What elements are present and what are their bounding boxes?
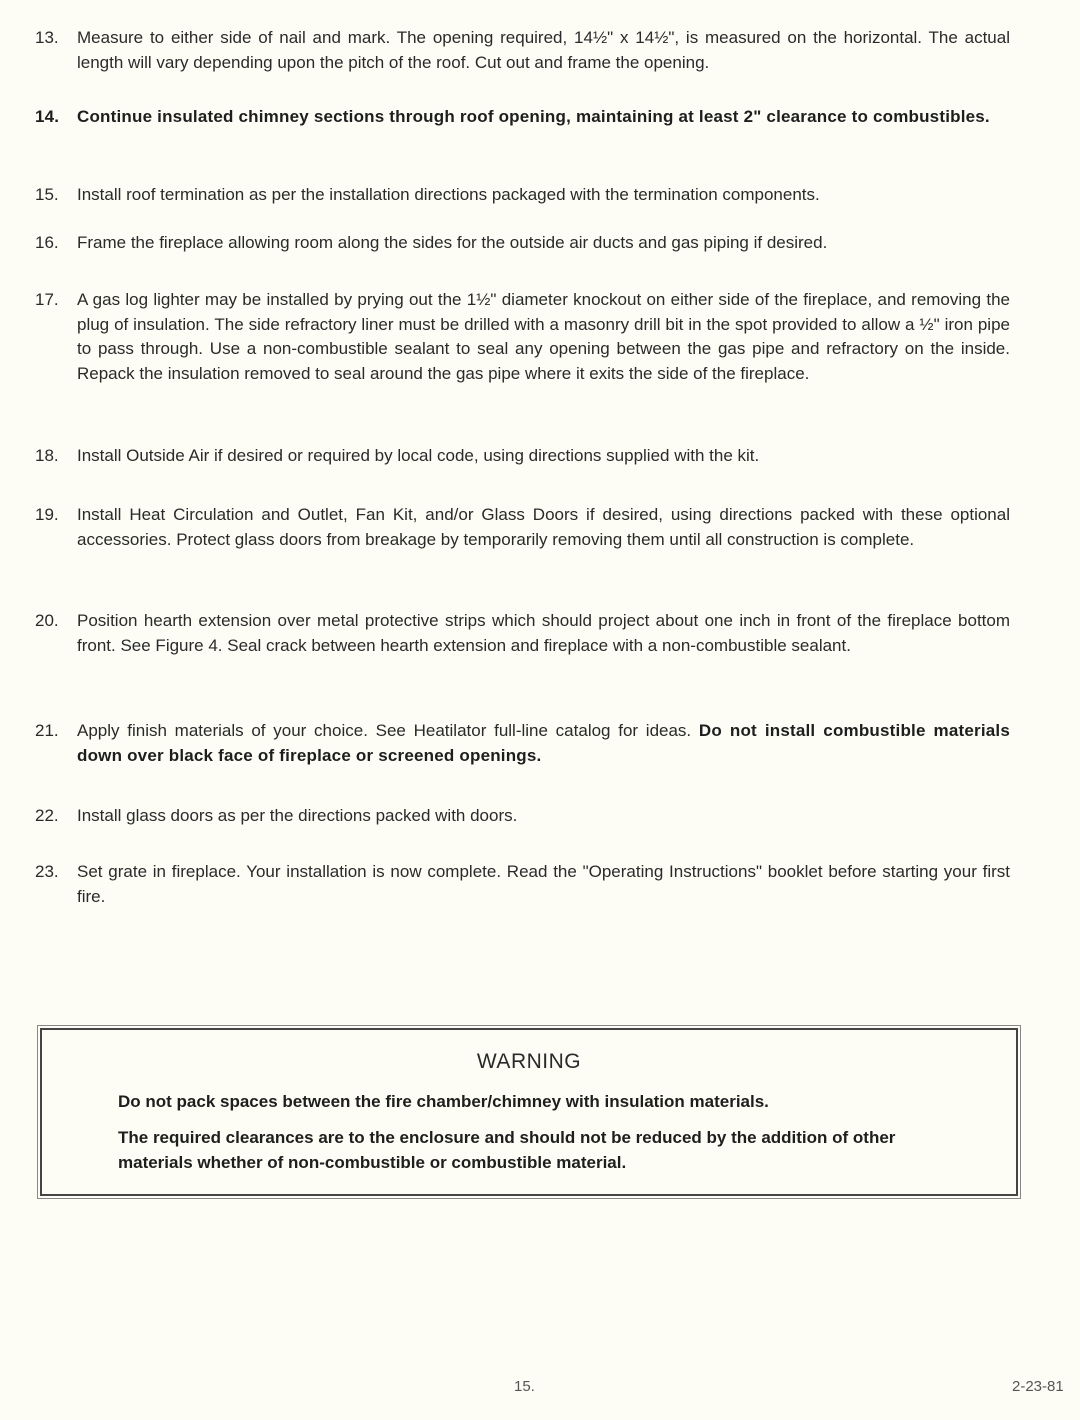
step-number: 20. xyxy=(35,611,59,630)
step-number: 17. xyxy=(35,290,59,309)
step-text xyxy=(77,719,1010,768)
step-text: Install Heat Circulation and Outlet, Fan Kit, and/or Glass Doors if desired, using directions packed with these optional accessories. Protect glass doors from breakage by temporarily removing them until all construction is complete. xyxy=(77,505,1010,549)
page-number: 15. xyxy=(514,1378,535,1395)
step-text: Continue insulated chimney sections through roof opening, maintaining at least 2" clearance to combustibles. xyxy=(77,107,990,126)
step-text: Frame the fireplace allowing room along the sides for the outside air ducts and gas piping if desired. xyxy=(77,233,828,252)
step-number: 13. xyxy=(35,28,59,47)
step-number: 21. xyxy=(35,721,59,740)
step-number: 15. xyxy=(35,185,59,204)
step-21 xyxy=(35,719,1010,768)
warning-paragraph-2: The required clearances are to the enclosure and should not be reduced by the addition of other materials whether of non-combustible or combustible material. xyxy=(118,1128,896,1172)
step-number: 23. xyxy=(35,862,59,881)
step-number: 19. xyxy=(35,505,59,524)
step-23 xyxy=(35,860,1010,909)
step-16 xyxy=(35,231,1010,256)
step-text-regular: Apply finish materials of your choice. See Heatilator full-line catalog for ideas. xyxy=(77,721,692,740)
step-22 xyxy=(35,804,1010,829)
step-text: A gas log lighter may be installed by prying out the 1½" diameter knockout on either side of the fireplace, and removing the plug of insulation. The side refractory liner must be drilled with a masonry drill bit in the spot provided to allow a ½" iron pipe to pass through. Use a non-combustible sealant to seal any opening between the gas pipe and refractory on the inside. Repack the insulation removed to seal around the gas pipe where it exits the side of the fireplace. xyxy=(77,290,1010,383)
step-number: 22. xyxy=(35,806,59,825)
step-text: Position hearth extension over metal protective strips which should project about one inch in front of the fireplace bottom front. See Figure 4. Seal crack between hearth extension and fireplace with a non-combustible sealant. xyxy=(77,611,1010,655)
step-number: 16. xyxy=(35,233,59,252)
warning-paragraph-1: Do not pack spaces between the fire chamber/chimney with insulation materials. xyxy=(118,1092,769,1111)
step-17 xyxy=(35,288,1010,386)
warning-box xyxy=(40,1028,1018,1196)
step-text: Install roof termination as per the installation directions packaged with the termination components. xyxy=(77,185,820,204)
step-text: Set grate in fireplace. Your installation is now complete. Read the "Operating Instructions" booklet before starting your first fire. xyxy=(77,862,1010,906)
step-text: Install Outside Air if desired or required by local code, using directions supplied with the kit. xyxy=(77,446,760,465)
step-text-bold: Do not install combustible materials down over black face of fireplace or screened openings. xyxy=(77,721,1010,765)
document-date: 2-23-81 xyxy=(1012,1378,1064,1395)
step-19 xyxy=(35,503,1010,552)
warning-title: WARNING xyxy=(476,1050,582,1073)
step-number: 14. xyxy=(35,107,60,126)
step-13 xyxy=(35,26,1010,75)
step-text: Measure to either side of nail and mark. The opening required, 14½" x 14½", is measured on the horizontal. The actual length will vary depending upon the pitch of the roof. Cut out and frame the opening. xyxy=(77,28,1010,72)
step-text: Install glass doors as per the directions packed with doors. xyxy=(77,806,518,825)
step-18 xyxy=(35,444,1010,469)
step-15 xyxy=(35,183,1010,208)
step-14 xyxy=(35,105,1010,130)
step-number: 18. xyxy=(35,446,59,465)
step-20 xyxy=(35,609,1010,658)
